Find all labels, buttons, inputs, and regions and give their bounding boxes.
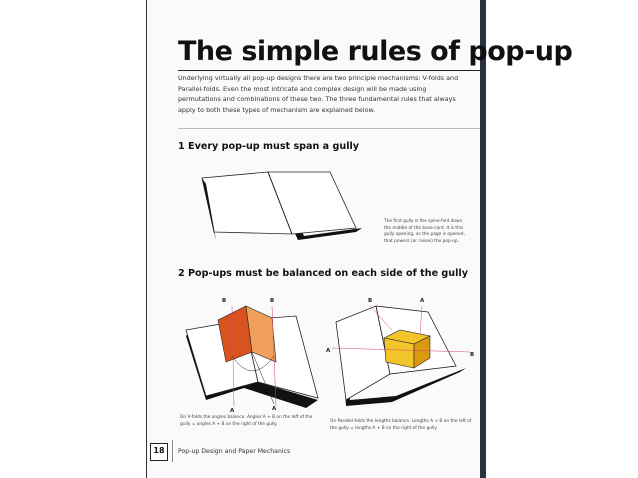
v-fold-caption: On V-folds the angles balance. Angles A + B on the left of the gully = angles A + B on the right of the gully. bbox=[180, 415, 313, 427]
parallel-fold-illustration bbox=[326, 298, 474, 406]
p-label-b-right: B bbox=[470, 352, 475, 358]
rule-1-heading: 1 Every pop-up must span a gully bbox=[178, 141, 360, 152]
illustrations bbox=[146, 0, 480, 478]
rule-2-heading: 2 Pop-ups must be balanced on each side of the gully bbox=[178, 268, 468, 279]
v-fold-illustration bbox=[186, 298, 318, 414]
footer-divider bbox=[172, 440, 173, 462]
page-number: 18 bbox=[153, 446, 165, 455]
running-title: Pop-up Design and Paper Mechanics bbox=[178, 448, 291, 455]
v-label-b-right: B bbox=[270, 298, 275, 304]
rule-1-caption: The first gully is the spine-fold down the middle of the base-card. It is this gully opening, as the page is opened, that powers (or raises) the pop-up. bbox=[384, 219, 465, 244]
p-label-a-top: A bbox=[420, 298, 425, 304]
v-label-b-left: B bbox=[222, 298, 227, 304]
right-margin bbox=[486, 0, 638, 478]
v-label-a-left: A bbox=[230, 408, 235, 414]
p-label-b-top: B bbox=[368, 298, 373, 304]
intro-paragraph: Underlying virtually all pop-up designs there are two principle mechanisms: V-folds and Parallel-folds. Even the most intricate and complex design will be made using permutations and combinations of these two. The three fundamental rules that always apply to both these types of mechanism are explained below. bbox=[178, 74, 459, 114]
p-label-a-left: A bbox=[326, 348, 331, 354]
left-margin bbox=[0, 0, 146, 478]
open-card-illustration bbox=[202, 172, 362, 240]
page-title: The simple rules of pop-up bbox=[178, 36, 573, 67]
parallel-fold-caption: On Parallel-folds the lengths balance. Lengths A + B on the left of the gully = lengths A + B on the right of the gully. bbox=[330, 419, 472, 431]
v-label-a-right: A bbox=[272, 406, 277, 412]
